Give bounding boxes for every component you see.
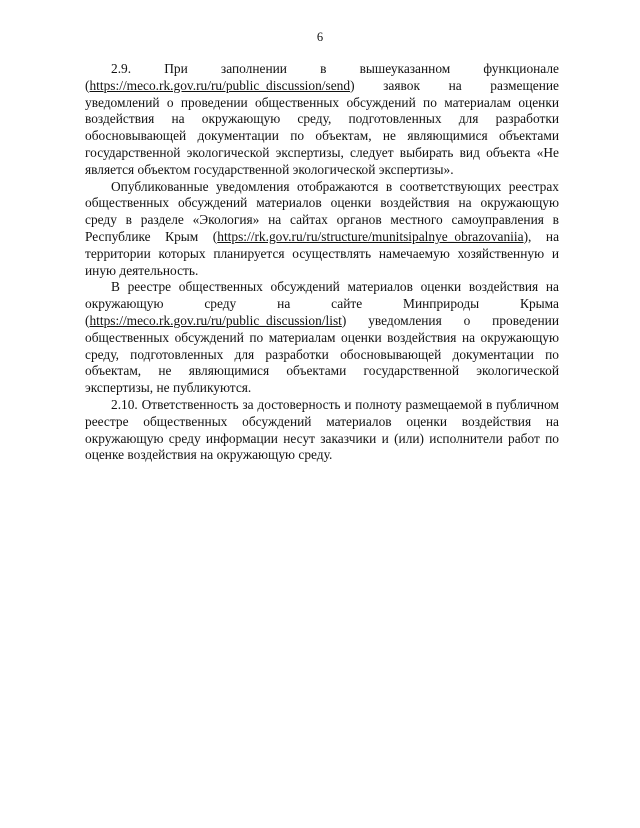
paragraph-text: 2.9. При заполнении в вышеуказанном функционале ( bbox=[85, 61, 559, 93]
page-number: 6 bbox=[316, 30, 324, 44]
send-discussion-link[interactable]: https://meco.rk.gov.ru/ru/public_discussion/send bbox=[89, 77, 351, 93]
paragraph-2-10 bbox=[85, 397, 559, 464]
paragraph-text: ) заявок на размещение уведомлений о проведении общественных обсуждений по материалам оценки воздействия на окружающую среду, подготовленных для разработки обосновывающей документации по объектам, не являющимися объектами государственной экологической экспертизы, следует выбирать вид объекта «Не является объектом государственной экологической экспертизы». bbox=[85, 77, 559, 177]
paragraph-text: 2.10. Ответственность за достоверность и полноту размещаемой в публичном реестре общественных обсуждений материалов оценки воздействия на окружающую среду информации несут заказчики и (или) исполнители работ по оценке воздействия на окружающую среду. bbox=[85, 396, 559, 463]
municipalities-link[interactable]: https://rk.gov.ru/ru/structure/munitsipalnye_obrazovaniia bbox=[217, 228, 524, 244]
paragraph-2-9 bbox=[85, 61, 559, 179]
paragraph-text: ), на территории которых планируется осуществлять намечаемую хозяйственную и иную деятельность. bbox=[85, 228, 560, 278]
paragraph-published-notices bbox=[85, 179, 559, 280]
paragraph-text: ) уведомления о проведении общественных обсуждений по материалам оценки воздействия на окружающую среду, подготовленных для разработки обосновывающей документации по объектам, не являющимися объектами государственной экологической экспертизы, не публикуются. bbox=[85, 312, 559, 396]
paragraph-text: В реестре общественных обсуждений материалов оценки воздействия на окружающую среду на сайте Минприроды Крыма ( bbox=[85, 279, 559, 328]
discussion-list-link[interactable]: https://meco.rk.gov.ru/ru/public_discussion/list bbox=[89, 312, 342, 328]
paragraph-registry bbox=[85, 279, 559, 397]
document-body bbox=[85, 61, 559, 464]
paragraph-text: Опубликованные уведомления отображаются в соответствующих реестрах общественных обсуждений материалов оценки воздействия на окружающую среду в разделе «Экология» на сайтах органов местного самоуправления в Республике Крым ( bbox=[85, 178, 559, 244]
